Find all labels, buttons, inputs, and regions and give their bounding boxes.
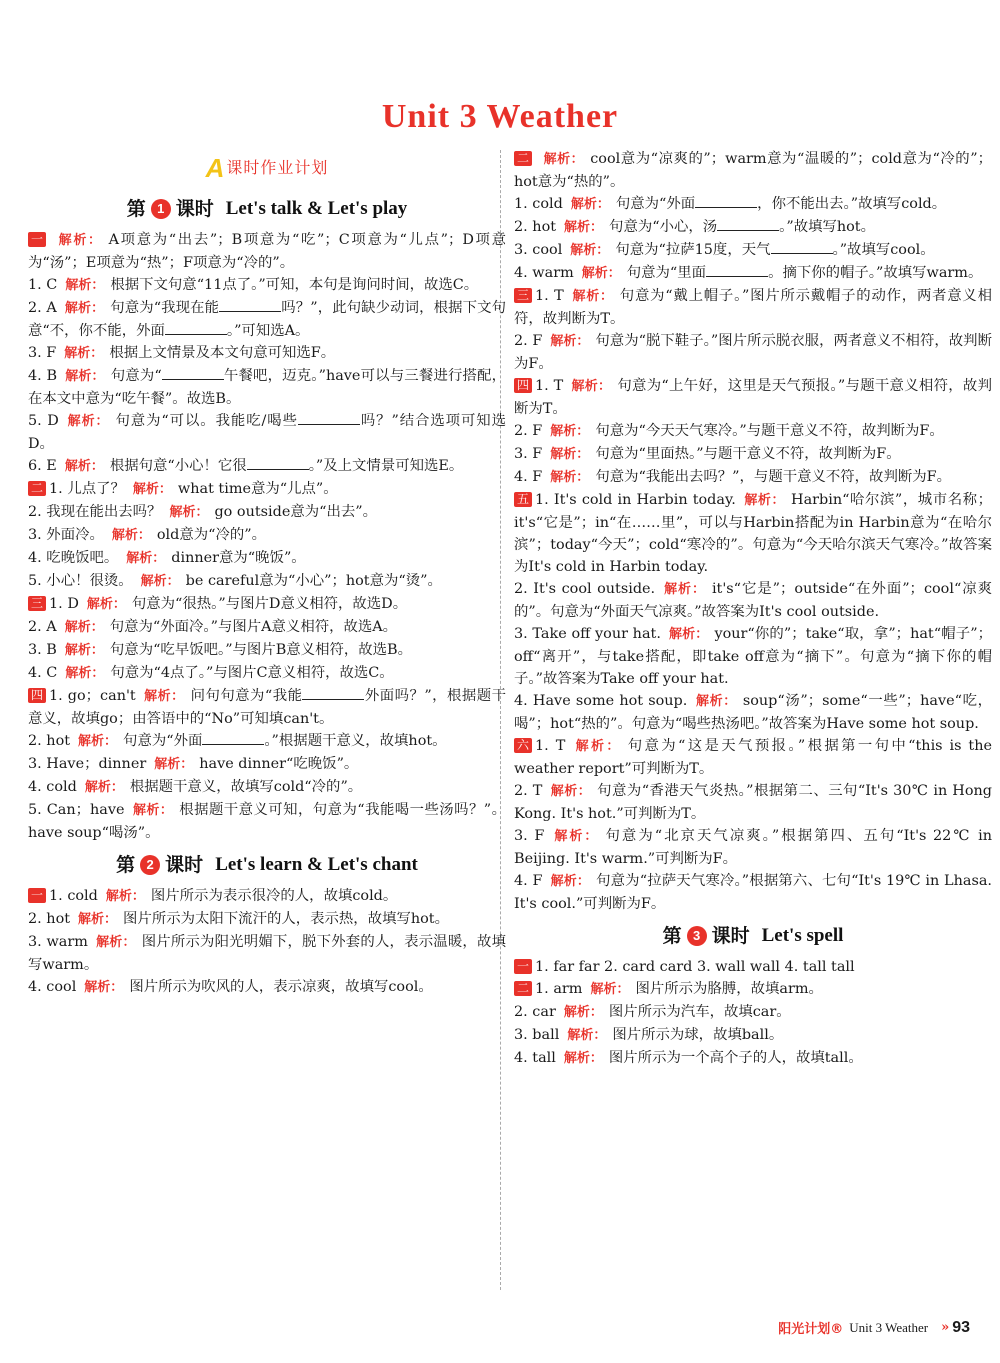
answer-blank (695, 195, 757, 208)
analysis-label: 解析： (668, 627, 709, 642)
answer-entry (28, 685, 506, 730)
answer: 4. cold (28, 779, 77, 795)
analysis-label: 解析： (64, 301, 105, 316)
page-footer (778, 1318, 970, 1337)
answer-entry (28, 297, 506, 342)
answer: 5. 小心！很烫。 (28, 573, 133, 589)
entry-text: 外面吗？”，根据题干意义，故填go；由答语中的“No”可知填can't。 (28, 688, 506, 727)
analysis-label: 解析： (550, 424, 590, 439)
answer-entry (28, 616, 506, 639)
answer-entry (514, 735, 992, 780)
answer-blank (771, 241, 833, 254)
part-badge: 一 (28, 232, 46, 247)
entry-text: 。”可知选A。 (226, 323, 310, 339)
answer-entry (514, 690, 992, 735)
answer: 2. hot (28, 911, 71, 927)
answer-entry (28, 365, 506, 410)
analysis-label: 解析： (95, 935, 136, 950)
analysis-label: 解析： (64, 643, 104, 658)
answer: 3. 外面冷。 (28, 527, 104, 543)
analysis-label: 解析： (550, 784, 592, 799)
answer-entry (514, 420, 992, 443)
footer-brand: 阳光计划® (778, 1322, 844, 1337)
part-badge: 二 (514, 151, 532, 166)
answer: 1. T (535, 378, 564, 394)
entry-text: 句意为“小心，汤 (609, 219, 718, 235)
analysis-label: 解析： (543, 152, 585, 167)
answer: 1. 儿点了？ (49, 481, 125, 497)
analysis-label: 解析： (590, 982, 630, 997)
entry-text: 根据句意“小心！它很 (109, 458, 247, 474)
part-badge: 五 (514, 492, 532, 507)
lesson-suffix: 课时 (711, 925, 750, 947)
answer-entry (28, 478, 506, 501)
entry-text: 根据题干意义可知，句意为“我能喝一些汤吗？”。have soup“喝汤”。 (28, 802, 506, 841)
entry-text: 问句句意为“我能 (190, 688, 303, 704)
answer-blank (202, 732, 264, 745)
answer-entry (514, 870, 992, 915)
answer: 2. A (28, 300, 57, 316)
lesson-suffix: 课时 (175, 198, 214, 220)
answer-entry (514, 330, 992, 375)
entry-text: 图片所示为阳光明媚下，脱下外套的人，表示温暖，故填写warm。 (28, 934, 506, 973)
entry-text: 句意为“北京天气凉爽。”根据第四、五句“It's 22℃ in Beijing. It's warm.”可判断为F。 (514, 828, 992, 867)
lesson-title: Let's talk & Let's play (225, 198, 408, 219)
lesson-1-heading (28, 191, 506, 227)
answer: 3. F (28, 345, 57, 361)
lesson-suffix: 课时 (165, 854, 204, 876)
entry-text: 句意为“我现在能 (110, 300, 220, 316)
analysis-label: 解析： (695, 694, 737, 709)
answer: 3. Have；dinner (28, 756, 147, 772)
answer-entry (28, 931, 506, 976)
answer: 3. ball (514, 1027, 560, 1043)
analysis-label: 解析： (552, 829, 600, 844)
entry-text: 图片所示为汽车，故填car。 (608, 1004, 791, 1020)
entry-text: 句意为“香港天气炎热。”根据第二、三句“It's 30℃ in Hong Kong. It's hot.”可判断为T。 (514, 783, 992, 822)
answer: 2. A (28, 619, 57, 635)
analysis-label: 解析： (154, 757, 194, 772)
answer-entry (514, 623, 992, 690)
answer-blank (302, 687, 364, 700)
answer: 4. F (514, 469, 543, 485)
answer-entry (514, 375, 992, 420)
analysis-label: 解析： (111, 528, 151, 543)
lesson-number-badge: 1 (151, 199, 171, 219)
answer: 2. car (514, 1004, 556, 1020)
answer: 1. cold (514, 196, 563, 212)
answer-entry (28, 410, 506, 455)
answer-entry (514, 825, 992, 870)
analysis-label: 解析： (550, 874, 591, 889)
analysis-label: 解析： (143, 689, 185, 704)
entry-text: dinner意为“晚饭”。 (171, 550, 306, 566)
entry-text: 句意为“拉萨天气寒冷。”根据第六、七句“It's 19℃ in Lhasa. It's cool.”可判断为F。 (514, 873, 992, 912)
entry-text: A项意为“出去”；B项意为“吃”；C项意为“儿点”；D项意为“汤”；E项意为“热”；F项意为“冷的”。 (28, 232, 506, 271)
part-badge: 二 (514, 981, 532, 996)
analysis-label: 解析： (84, 980, 124, 995)
answer-entry (28, 570, 506, 593)
entry-text: 句意为“外面冷。”与图片A意义相符，故选A。 (109, 619, 398, 635)
analysis-label: 解析： (581, 266, 621, 281)
answer-entry (28, 639, 506, 662)
answer: 2. F (514, 423, 543, 439)
answer-entry (514, 443, 992, 466)
answer: 1. T (535, 738, 566, 754)
answer: 1. T (535, 288, 564, 304)
entry-text: 。”根据题干意义，故填hot。 (264, 733, 447, 749)
answer: 3. cool (514, 242, 563, 258)
answer: 4. warm (514, 265, 574, 281)
page-number: 93 (952, 1318, 970, 1336)
analysis-label: 解析： (743, 493, 786, 508)
answer: 5. Can；have (28, 802, 125, 818)
entry-text: 句意为“很热。”与图片D意义相符，故选D。 (131, 596, 408, 612)
answer: 4. tall (514, 1050, 556, 1066)
entry-text: old意为“冷的”。 (156, 527, 267, 543)
answer: 3. B (28, 642, 57, 658)
answer-entry (514, 780, 992, 825)
entry-text: 图片所示为表示很冷的人，故填cold。 (150, 888, 398, 904)
answer: 2. It's cool outside. (514, 581, 656, 597)
entry-text: 句意为“我能出去吗？”，与题干意义不符，故判断为F。 (595, 469, 951, 485)
answer-entry (28, 524, 506, 547)
answer: 4. 吃晚饭吧。 (28, 550, 119, 566)
entry-text: 图片所示为胳膊，故填arm。 (635, 981, 823, 997)
answer-entry (28, 547, 506, 570)
entry-text: 句意为“上午好，这里是天气预报。”与题干意义相符，故判断为T。 (514, 378, 992, 417)
entry-text: 。”故填写hot。 (779, 219, 875, 235)
answer-entry (28, 274, 506, 297)
entry-text: 。”故填写cool。 (832, 242, 935, 258)
lesson-title: Let's spell (761, 925, 844, 946)
entry-text: 句意为“今天天气寒冷。”与题干意义不符，故判断为F。 (595, 423, 944, 439)
analysis-label: 解析： (564, 220, 604, 235)
part-badge: 六 (514, 738, 532, 753)
answer-entry (514, 1047, 992, 1070)
entry-text: 午餐吧，迈克。”have可以与三餐进行搭配，在本文中意为“吃午餐”。故选B。 (28, 368, 506, 407)
entry-text: Harbin“哈尔滨”，城市名称；it's“它是”；in“在……里”，可以与Harbin搭配为in Harbin意为“在哈尔滨”；today“今天”；cold“寒冷的”。句意为“今天哈尔滨天气寒冷。”故答案为It's cold in Harbin today. (514, 492, 992, 575)
entry-text: 图片所示为太阳下流汗的人，表示热，故填写hot。 (123, 911, 449, 927)
answer: 1. It's cold in Harbin today. (535, 492, 736, 508)
right-column (514, 148, 992, 1070)
answer: 1. arm (535, 981, 583, 997)
answer-entry (514, 978, 992, 1001)
answer-blank (298, 412, 360, 425)
analysis-label: 解析： (550, 334, 590, 349)
answer: 2. hot (514, 219, 557, 235)
answer-entry (514, 262, 992, 285)
answer-entry (514, 1001, 992, 1024)
analysis-label: 解析： (65, 369, 105, 384)
analysis-label: 解析： (563, 1005, 603, 1020)
answer-blank (165, 322, 227, 335)
entry-text: 句意为“脱下鞋子。”图片所示脱衣服，两者意义不相符，故判断为F。 (514, 333, 992, 372)
answer-entry (28, 593, 506, 616)
answer: 5. D (28, 413, 59, 429)
analysis-label: 解析： (169, 505, 209, 520)
answer-blank (247, 457, 309, 470)
analysis-label: 解析： (86, 597, 126, 612)
answer: 6. E (28, 458, 57, 474)
entry-text: 吗？”，此句缺少动词，根据下文句意“不，你不能，外面 (28, 300, 507, 339)
part-badge: 一 (28, 888, 46, 903)
analysis-label: 解析： (570, 243, 610, 258)
entry-text: go outside意为“出去”。 (214, 504, 378, 520)
entry-text: your“你的”；take“取，拿”；hat“帽子”；off“离开”，与take搭配，即take off意为“摘下”。句意为“摘下你的帽子。”故答案为Take off your hat. (514, 626, 992, 687)
entry-text: 吗？”结合选项可知选D。 (28, 413, 506, 452)
entry-text: 句意为“拉萨15度，天气 (615, 242, 771, 258)
answer-entry (28, 753, 506, 776)
answer-entry (28, 501, 506, 524)
entry-text: 句意为“里面 (626, 265, 707, 281)
answer-entry (514, 1024, 992, 1047)
analysis-label: 解析： (570, 197, 610, 212)
analysis-label: 解析： (550, 447, 590, 462)
lesson-number-badge: 3 (687, 926, 707, 946)
analysis-label: 解析： (64, 346, 104, 361)
analysis-label: 解析： (567, 1028, 607, 1043)
answer-blank (706, 264, 768, 277)
part-badge: 二 (28, 481, 46, 496)
answer-entry (28, 455, 506, 478)
answer-blank (162, 367, 224, 380)
answer-entry (514, 285, 992, 330)
footer-unit: Unit 3 Weather (849, 1319, 929, 1335)
entry-text: 图片所示为球，故填ball。 (612, 1027, 784, 1043)
answer: 2. F (514, 333, 543, 349)
answer: 1. D (49, 596, 79, 612)
entry-text: 图片所示为吹风的人，表示凉爽，故填写cool。 (129, 979, 433, 995)
answer: 4. Have some hot soup. (514, 693, 688, 709)
analysis-label: 解析： (84, 780, 124, 795)
answer: 2. 我现在能出去吗？ (28, 504, 162, 520)
answer-blank (219, 299, 281, 312)
analysis-label: 解析： (571, 289, 614, 304)
analysis-label: 解析： (78, 912, 118, 927)
part-badge: 三 (28, 596, 46, 611)
entry-text: 根据上文情景及本文句意可知选F。 (109, 345, 336, 361)
entry-text: ，你不能出去。”故填写cold。 (757, 196, 947, 212)
analysis-label: 解析： (140, 574, 180, 589)
answer: 1. cold (49, 888, 98, 904)
double-arrow-icon: » (941, 1320, 950, 1335)
answer-entry (514, 578, 992, 623)
answer-entry (514, 956, 992, 978)
analysis-label: 解析： (550, 470, 590, 485)
entry-text: 句意为“外面 (615, 196, 696, 212)
entry-text: 根据下文句意“11点了。”可知，本句是询问时间，故选C。 (110, 277, 479, 293)
lesson-2-heading (28, 847, 506, 883)
answer: 4. B (28, 368, 58, 384)
entry-text: have dinner“吃晚饭”。 (199, 756, 359, 772)
entry-text: 句意为“吃早饭吧。”与图片B意义相符，故选B。 (109, 642, 412, 658)
answer-entry (514, 239, 992, 262)
lesson-prefix: 第 (126, 198, 146, 220)
answer-entry (514, 216, 992, 239)
answer-blank (717, 218, 779, 231)
analysis-label: 解析： (571, 379, 612, 394)
analysis-label: 解析： (64, 620, 104, 635)
entry-text: 句意为“里面热。”与题干意义不符，故判断为F。 (595, 446, 901, 462)
answer-entry (28, 229, 506, 274)
answer-entry (28, 730, 506, 753)
section-banner (28, 148, 506, 188)
lesson-prefix: 第 (116, 854, 136, 876)
section-banner-text: 课时作业计划 (226, 158, 329, 177)
section-a-icon: A (205, 153, 225, 183)
entry-text: 句意为“这是天气预报。”根据第一句中“this is the weather report”可判断为T。 (514, 738, 992, 777)
entry-text: 句意为“外面 (123, 733, 203, 749)
lesson-number-badge: 2 (140, 855, 160, 875)
analysis-label: 解析： (105, 889, 145, 904)
answer: 3. F (514, 446, 543, 462)
part-badge: 三 (514, 288, 532, 303)
answer-entry (514, 466, 992, 489)
analysis-label: 解析： (126, 551, 166, 566)
analysis-label: 解析： (563, 1051, 603, 1066)
entry-text: 句意为“4点了。”与图片C意义相符，故选C。 (110, 665, 394, 681)
entry-text: it's“它是”；outside“在外面”；cool“凉爽的”。句意为“外面天气凉爽。”故答案为It's cool outside. (514, 581, 992, 620)
answer-entry (28, 799, 506, 844)
lesson-3-heading (514, 918, 992, 954)
answer: 2. hot (28, 733, 71, 749)
entry-text: 1. far far 2. card card 3. wall wall 4. tall tall (535, 959, 855, 975)
left-column (28, 148, 506, 999)
entry-text: soup“汤”；some“一些”；have“吃，喝”；hot“热的”。句意为“喝些热汤吧。”故答案为Have some hot soup. (514, 693, 992, 732)
entry-text: 图片所示为一个高个子的人，故填tall。 (608, 1050, 863, 1066)
lesson-title: Let's learn & Let's chant (215, 854, 418, 875)
unit-title: Unit 3 Weather (381, 98, 619, 135)
analysis-label: 解析： (78, 734, 118, 749)
answer-entry (514, 193, 992, 216)
answer: 3. warm (28, 934, 88, 950)
answer: 1. go；can't (49, 688, 136, 704)
part-badge: 四 (28, 688, 46, 703)
answer-entry (514, 489, 992, 578)
answer: 4. F (514, 873, 543, 889)
entry-text: 句意为“戴上帽子。”图片所示戴帽子的动作，两者意义相符，故判断为T。 (514, 288, 992, 327)
entry-text: cool意为“凉爽的”；warm意为“温暖的”；cold意为“冷的”；hot意为“热的”。 (514, 151, 992, 190)
entry-text: be careful意为“小心”；hot意为“烫”。 (185, 573, 442, 589)
answer: 1. C (28, 277, 58, 293)
answer: 2. T (514, 783, 543, 799)
analysis-label: 解析： (132, 482, 172, 497)
entry-text: 根据题干意义，故填写cold“冷的”。 (129, 779, 363, 795)
answer: 3. F (514, 828, 545, 844)
answer-entry (28, 885, 506, 908)
analysis-label: 解析： (64, 459, 104, 474)
analysis-label: 解析： (573, 739, 622, 754)
answer-entry (28, 776, 506, 799)
analysis-label: 解析： (66, 414, 110, 429)
entry-text: 。”及上文情景可知选E。 (308, 458, 464, 474)
part-badge: 一 (514, 959, 532, 974)
answer-entry (28, 976, 506, 999)
answer-entry (28, 342, 506, 365)
entry-text: 句意为“可以。我能吃/喝些 (115, 413, 298, 429)
answer: 4. cool (28, 979, 77, 995)
answer: 4. C (28, 665, 58, 681)
entry-text: 。摘下你的帽子。”故填写warm。 (768, 265, 983, 281)
answer-entry (514, 148, 992, 193)
analysis-label: 解析： (663, 582, 706, 597)
analysis-label: 解析： (57, 233, 103, 248)
analysis-label: 解析： (65, 278, 105, 293)
answer-entry (28, 908, 506, 931)
entry-text: 句意为“ (110, 368, 162, 384)
part-badge: 四 (514, 378, 532, 393)
analysis-label: 解析： (65, 666, 105, 681)
answer-entry (28, 662, 506, 685)
answer: 3. Take off your hat. (514, 626, 661, 642)
lesson-prefix: 第 (662, 925, 682, 947)
entry-text: what time意为“儿点”。 (177, 481, 338, 497)
analysis-label: 解析： (132, 803, 174, 818)
